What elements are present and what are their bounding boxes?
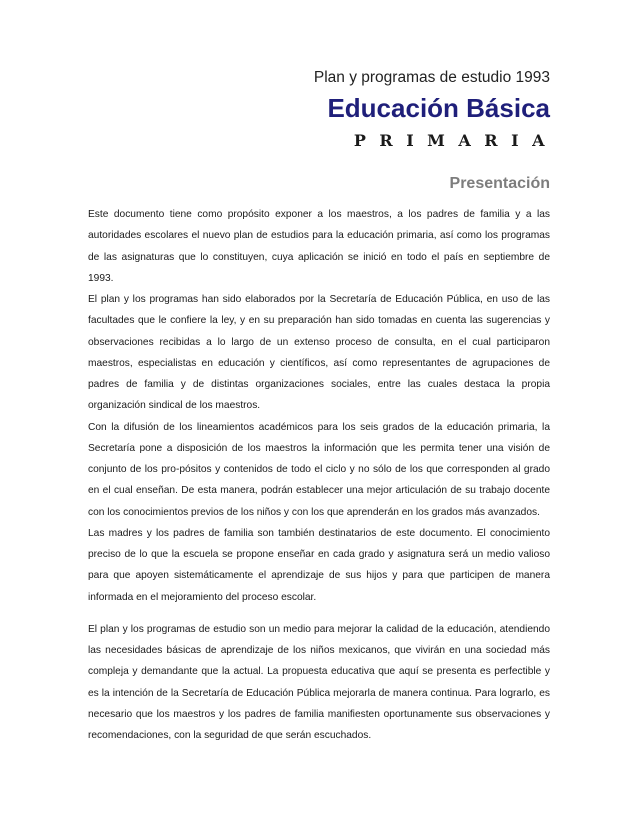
- paragraph: Las madres y los padres de familia son también destinatarios de este documento. El conocimiento preciso de lo que la escuela se propone enseñar en cada grado y asignatura será un medio valioso para que apoyen sistemáticamente el aprendizaje de sus hijos y para que participen de manera informada en el mejoramiento del proceso escolar.: [88, 527, 550, 603]
- education-level: PRIMARIA: [353, 131, 558, 150]
- paragraph: El plan y los programas han sido elaborados por la Secretaría de Educación Pública, en uso de las facultades que le confiere la ley, y en su preparación han sido tomadas en cuenta las sugerencias y observaciones recibidas a lo largo de un extenso proceso de consulta, en el cual participaron maestros, especialistas en educación y científicos, así como representantes de agrupaciones de padres de familia y de distintas organizaciones sociales, entre las cuales destaca la propia organización sindical de los maestros.: [88, 294, 550, 412]
- paragraph: Con la difusión de los lineamientos académicos para los seis grados de la educación primaria, la Secretaría pone a disposición de los maestros la información que les permita tener una visión de conjunto de los pro-pósitos y contenidos de todo el ciclo y no sólo de los que corresponden al grado en el cual enseñan. De esta manera, podrán establecer una mejor articulación de su trabajo docente con los conocimientos previos de los niños y con los que aprenderán en los grados más avanzados.: [88, 421, 550, 518]
- section-title: Presentación: [449, 175, 550, 192]
- document-title: Educación Básica: [327, 93, 550, 123]
- paragraph: El plan y los programas de estudio son un medio para mejorar la calidad de la educación, atendiendo las necesidades básicas de aprendizaje de los niños mexicanos, que vivirán en una sociedad más compleja y demandante que la actual. La propuesta educativa que aquí se presenta es perfectible y es la intención de la Secretaría de Educación Pública mejorarla de manera continua. Para lograrlo, es necesario que los maestros y los padres de familia manifiesten oportunamente sus observaciones y recomendaciones, con la seguridad de que serán escuchados.: [88, 623, 550, 741]
- paragraph: Este documento tiene como propósito exponer a los maestros, a los padres de familia y a las autoridades escolares el nuevo plan de estudios para la educación primaria, así como los programas de las asignaturas que lo constituyen, cuya aplicación se inició en todo el país en septiembre de 1993.: [88, 209, 550, 284]
- document-header: [313, 68, 558, 151]
- body-text: [88, 204, 550, 746]
- document-subtitle: Plan y programas de estudio 1993: [313, 69, 550, 86]
